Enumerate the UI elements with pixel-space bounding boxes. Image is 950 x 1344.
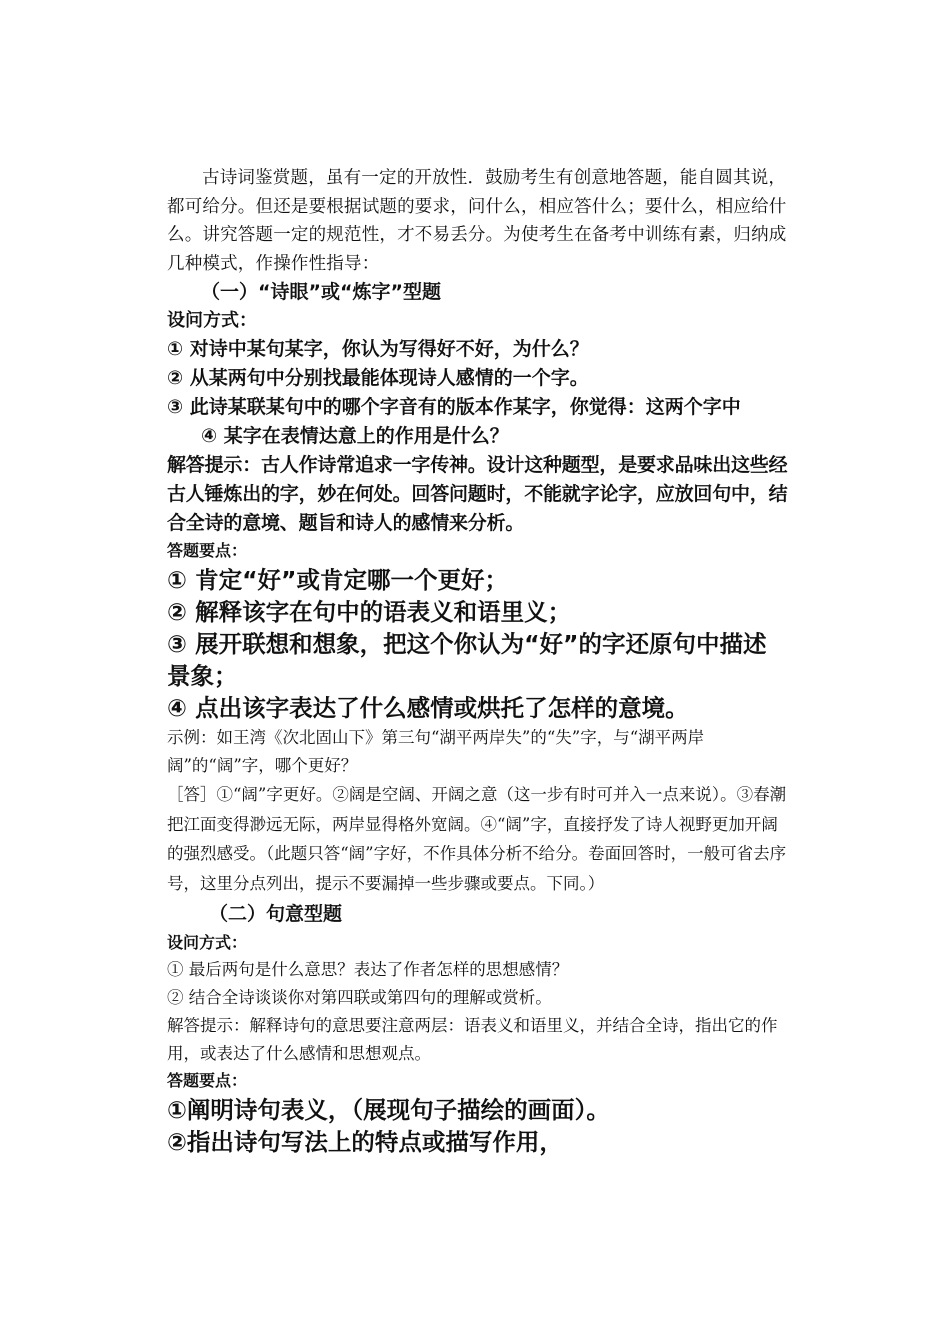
section2-point-1: ①阐明诗句表义，（展现句子描绘的画面）。 [167, 1096, 610, 1124]
section1-point-2: ② 解释该字在句中的语表义和语里义； [167, 598, 572, 626]
section1-points-label: 答题要点： [167, 541, 248, 560]
document-page [167, 164, 789, 1158]
section1-question-1: ① 对诗中某句某字，你认为写得好不好，为什么？ [167, 338, 589, 360]
section2-hint: 解答提示：解释诗句的意思要注意两层：语表义和语里义，并结合全诗，指出它的作用，或表达了什么感情和思想观点。 [167, 1016, 778, 1063]
section1-hint: 解答提示：古人作诗常追求一字传神。设计这种题型，是要求品味出这些经古人锤炼出的字，妙在何处。回答问题时，不能就字论字，应放回句中，结合全诗的意境、题旨和诗人的感情来分析。 [167, 454, 788, 534]
section2-ask-label: 设问方式： [167, 933, 248, 952]
section1-question-3: ③ 此诗某联某句中的哪个字音有的版本作某字，你觉得：这两个字中 [167, 396, 741, 418]
section2-point-2: ②指出诗句写法上的特点或描写作用， [167, 1128, 563, 1156]
section1-point-4: ④ 点出该字表达了什么感情或烘托了怎样的意境。 [167, 694, 689, 722]
section1-question-2: ② 从某两句中分别找最能体现诗人感情的一个字。 [167, 367, 589, 389]
section1-heading: （一）“诗眼”或“炼字”型题 [201, 281, 441, 303]
section2-points-label: 答题要点： [167, 1071, 248, 1090]
section1-question-4: ④ 某字在表情达意上的作用是什么？ [201, 425, 509, 447]
section1-ask-label: 设问方式： [167, 310, 257, 331]
section1-point-3: ③ 展开联想和想象，把这个你认为“好”的字还原句中描述景象； [167, 630, 767, 690]
section1-point-1: ① 肯定“好”或肯定哪一个更好； [167, 566, 508, 594]
section2-heading: （二）句意型题 [209, 903, 343, 925]
section2-question-1: ① 最后两句是什么意思？表达了作者怎样的思想感情？ [167, 960, 569, 979]
section1-example: 示例：如王湾《次北固山下》第三句“湖平两岸失”的“失”字，与“湖平两岸阔”的“阔”字，哪个更好？ [167, 728, 705, 775]
section2-question-2: ② 结合全诗谈谈你对第四联或第四句的理解或赏析。 [167, 988, 552, 1007]
intro-paragraph: 古诗词鉴赏题，虽有一定的开放性．鼓励考生有创意地答题，能自圆其说，都可给分。但还是要根据试题的要求，问什么，相应答什么；要什么，相应给什么。讲究答题一定的规范性，才不易丢分。为使考生在备考中训练有素，归纳成几种模式，作操作性指导： [167, 168, 787, 274]
section1-answer: ［答］①“阔”字更好。②阔是空阔、开阔之意（这一步有时可并入一点来说）。③春潮把江面变得渺远无际，两岸显得格外宽阔。④“阔”字，直接抒发了诗人视野更加开阔的强烈感受。（此题只答“阔”字好，不作具体分析不给分。卷面回答时，一般可省去序号，这里分点列出，提示不要漏掉一些步骤或要点。下同。） [167, 785, 787, 893]
